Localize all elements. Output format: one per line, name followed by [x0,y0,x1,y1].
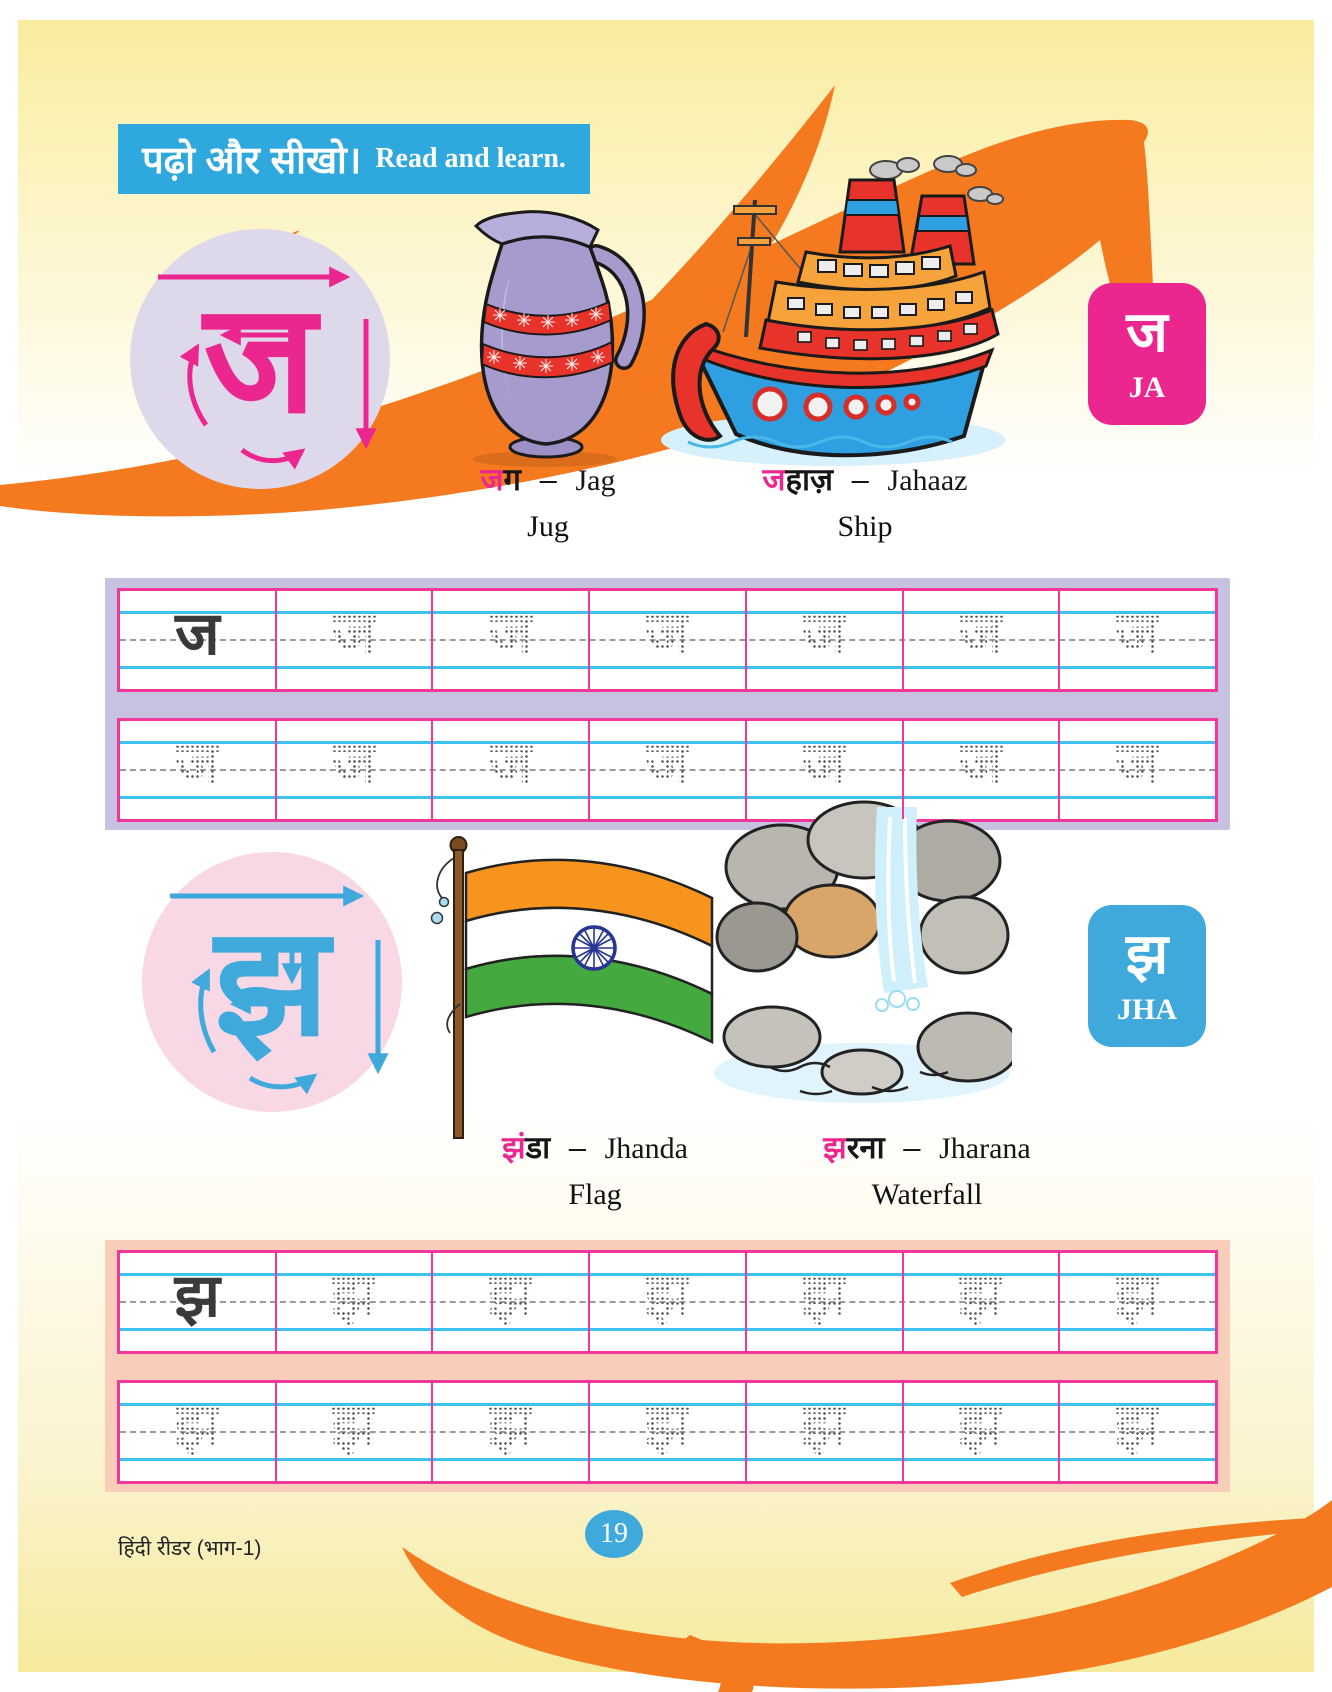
letter-circle-jha [142,852,402,1112]
caption-hindi-roman [762,1126,1092,1168]
svg-text:✳: ✳ [588,305,604,326]
caption-roman: Jharana [939,1132,1031,1165]
trace-block-jha [105,1240,1230,1492]
page-number: 19 [600,1518,628,1549]
caption-highlight-letter: ज [480,462,504,497]
caption-roman: Jahaaz [887,464,968,497]
trace-cell[interactable] [120,1253,277,1351]
caption-hindi-roman [700,458,1030,500]
trace-letter-dotted: झ [644,1262,691,1329]
trace-row [117,588,1218,692]
caption-word-rest: डा [525,1130,551,1165]
header-title-hindi: पढ़ो और सीखो। [142,140,362,182]
trace-cell[interactable] [120,721,277,819]
letter-badge-jha [1088,905,1206,1047]
trace-cells [120,1253,1215,1351]
word-caption-jug [408,458,688,544]
bottom-swoosh-decoration [0,1455,1332,1692]
svg-text:✳: ✳ [516,311,532,332]
badge-letter: ज [1126,299,1168,363]
trace-cell[interactable] [277,1253,434,1351]
trace-row [117,1380,1218,1484]
trace-letter-solid: झ [174,1262,221,1329]
trace-cell[interactable] [904,1383,1061,1481]
svg-text:✳: ✳ [512,354,528,375]
ship-illustration [648,152,1008,470]
svg-text:✳: ✳ [590,348,606,369]
trace-letter-dotted: झ [801,1392,847,1459]
trace-letter-solid: ज [175,600,220,667]
trace-letter-dotted: झ [331,1262,377,1329]
trace-cell[interactable] [747,1383,904,1481]
caption-word-rest: रना [846,1130,885,1165]
trace-letter-dotted: झ [801,1262,847,1329]
trace-block-ja [105,578,1230,830]
caption-dash: – [903,1130,921,1165]
caption-dash: – [568,1130,586,1165]
caption-roman: Jhanda [604,1132,688,1165]
trace-cell[interactable] [1060,591,1215,689]
trace-letter-dotted: ज [801,600,847,667]
caption-meaning: Flag [568,1178,622,1211]
letter-circle-ja [130,229,390,489]
waterfall-illustration [712,785,1012,1107]
trace-row [117,718,1218,822]
trace-cell[interactable] [433,1383,590,1481]
trace-letter-dotted: ज [958,730,1004,797]
trace-letter-dotted: झ [1114,1392,1161,1459]
svg-text:✳: ✳ [540,313,556,334]
trace-letter-dotted: ज [1115,600,1160,667]
svg-text:✳: ✳ [564,311,580,332]
caption-word-rest: हाज़ [785,462,834,497]
trace-letter-dotted: झ [488,1392,534,1459]
badge-roman: JA [1128,371,1166,405]
badge-letter: झ [1125,921,1169,985]
caption-highlight-letter: झं [502,1130,526,1165]
caption-roman: Jag [575,464,616,497]
caption-hindi-roman [445,1126,745,1168]
caption-meaning: Waterfall [871,1178,983,1211]
trace-letter-dotted: ज [1115,730,1160,797]
trace-cell[interactable] [433,591,590,689]
caption-dash: – [539,462,557,497]
trace-cell[interactable] [120,591,277,689]
word-caption-ship [700,458,1030,544]
trace-cell[interactable] [590,1383,747,1481]
trace-letter-dotted: झ [958,1392,1004,1459]
trace-cell[interactable] [277,1383,434,1481]
caption-hindi-roman [408,458,688,500]
trace-cell[interactable] [590,721,747,819]
trace-letter-dotted: ज [488,730,534,797]
trace-letter-dotted: झ [488,1262,534,1329]
trace-cells [120,1383,1215,1481]
trace-letter-dotted: ज [331,730,377,797]
word-caption-waterfall [762,1126,1092,1212]
trace-letter-dotted: ज [801,730,847,797]
big-letter-jha: झ [214,897,330,1067]
trace-cell[interactable] [904,721,1061,819]
caption-meaning: Ship [837,510,893,543]
trace-cell[interactable] [1060,1383,1215,1481]
jug-illustration [440,192,655,470]
trace-cell[interactable] [277,591,434,689]
trace-cell[interactable] [120,1383,277,1481]
trace-letter-dotted: ज [488,600,534,667]
trace-letter-dotted: झ [174,1392,221,1459]
svg-text:✳: ✳ [492,306,508,327]
trace-cells [120,721,1215,819]
trace-cell[interactable] [747,591,904,689]
trace-cell[interactable] [1060,1253,1215,1351]
letter-badge-ja [1088,283,1206,425]
trace-cell[interactable] [904,1253,1061,1351]
svg-text:✳: ✳ [564,355,580,376]
trace-letter-dotted: ज [958,600,1004,667]
trace-letter-dotted: झ [331,1392,377,1459]
header-title-english: Read and learn. [375,143,566,174]
trace-letter-dotted: झ [644,1392,691,1459]
caption-highlight-letter: झ [823,1130,847,1165]
caption-highlight-letter: ज [762,462,786,497]
caption-word-rest: ग [503,462,521,497]
trace-cell[interactable] [904,591,1061,689]
flag-illustration [420,818,720,1140]
trace-cell[interactable] [1060,721,1215,819]
trace-letter-dotted: ज [645,600,690,667]
trace-letter-dotted: ज [175,730,220,797]
trace-cell[interactable] [590,591,747,689]
caption-meaning: Jug [527,510,569,543]
caption-dash: – [851,462,869,497]
svg-text:✳: ✳ [486,348,502,369]
header-banner [118,124,590,194]
svg-text:✳: ✳ [538,357,554,378]
big-letter-ja: ज [203,274,317,444]
trace-row [117,1250,1218,1354]
trace-cell[interactable] [590,1253,747,1351]
trace-cells [120,591,1215,689]
badge-roman: JHA [1117,993,1177,1027]
trace-letter-dotted: ज [645,730,690,797]
word-caption-flag [445,1126,745,1212]
footer-book-title: हिंदी रीडर (भाग-1) [118,1537,262,1560]
trace-cell[interactable] [277,721,434,819]
trace-letter-dotted: झ [1114,1262,1161,1329]
trace-letter-dotted: झ [958,1262,1004,1329]
trace-cell[interactable] [433,1253,590,1351]
trace-cell[interactable] [747,1253,904,1351]
trace-cell[interactable] [747,721,904,819]
trace-cell[interactable] [433,721,590,819]
trace-letter-dotted: ज [331,600,377,667]
